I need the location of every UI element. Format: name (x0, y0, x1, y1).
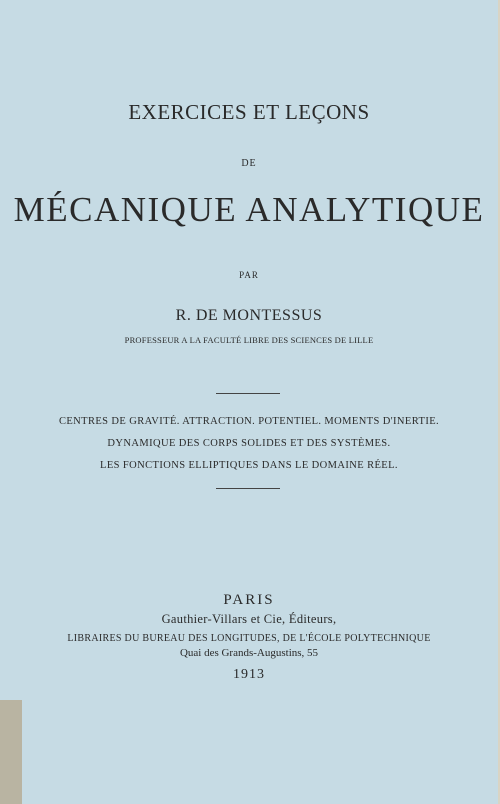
title-par: PAR (239, 270, 259, 280)
title-de: DE (241, 158, 257, 169)
divider-bottom (216, 488, 280, 489)
title-line-1: EXERCICES ET LEÇONS (128, 100, 370, 124)
publisher-city: PARIS (223, 592, 275, 608)
subject-line-1: CENTRES DE GRAVITÉ. ATTRACTION. POTENTIEL. MOMENTS D'INERTIE. (58, 416, 440, 427)
publisher-address: Quai des Grands-Augustins, 55 (179, 647, 319, 659)
publisher-name: Gauthier-Villars et Cie, Éditeurs, (161, 612, 337, 626)
subject-line-3: LES FONCTIONS ELLIPTIQUES DANS LE DOMAINE RÉEL. (100, 460, 398, 471)
author-name: R. DE MONTESSUS (175, 307, 323, 324)
publication-year: 1913 (233, 667, 265, 682)
main-title: MÉCANIQUE ANALYTIQUE (13, 190, 485, 229)
divider-top (216, 393, 280, 394)
page-edge (0, 700, 22, 804)
subject-line-2: DYNAMIQUE DES CORPS SOLIDES ET DES SYSTÈMES. (107, 438, 391, 449)
author-affiliation: PROFESSEUR A LA FACULTÉ LIBRE DES SCIENCES DE LILLE (124, 335, 374, 345)
publisher-description: LIBRAIRES DU BUREAU DES LONGITUDES, DE L'ÉCOLE POLYTECHNIQUE (67, 633, 431, 644)
